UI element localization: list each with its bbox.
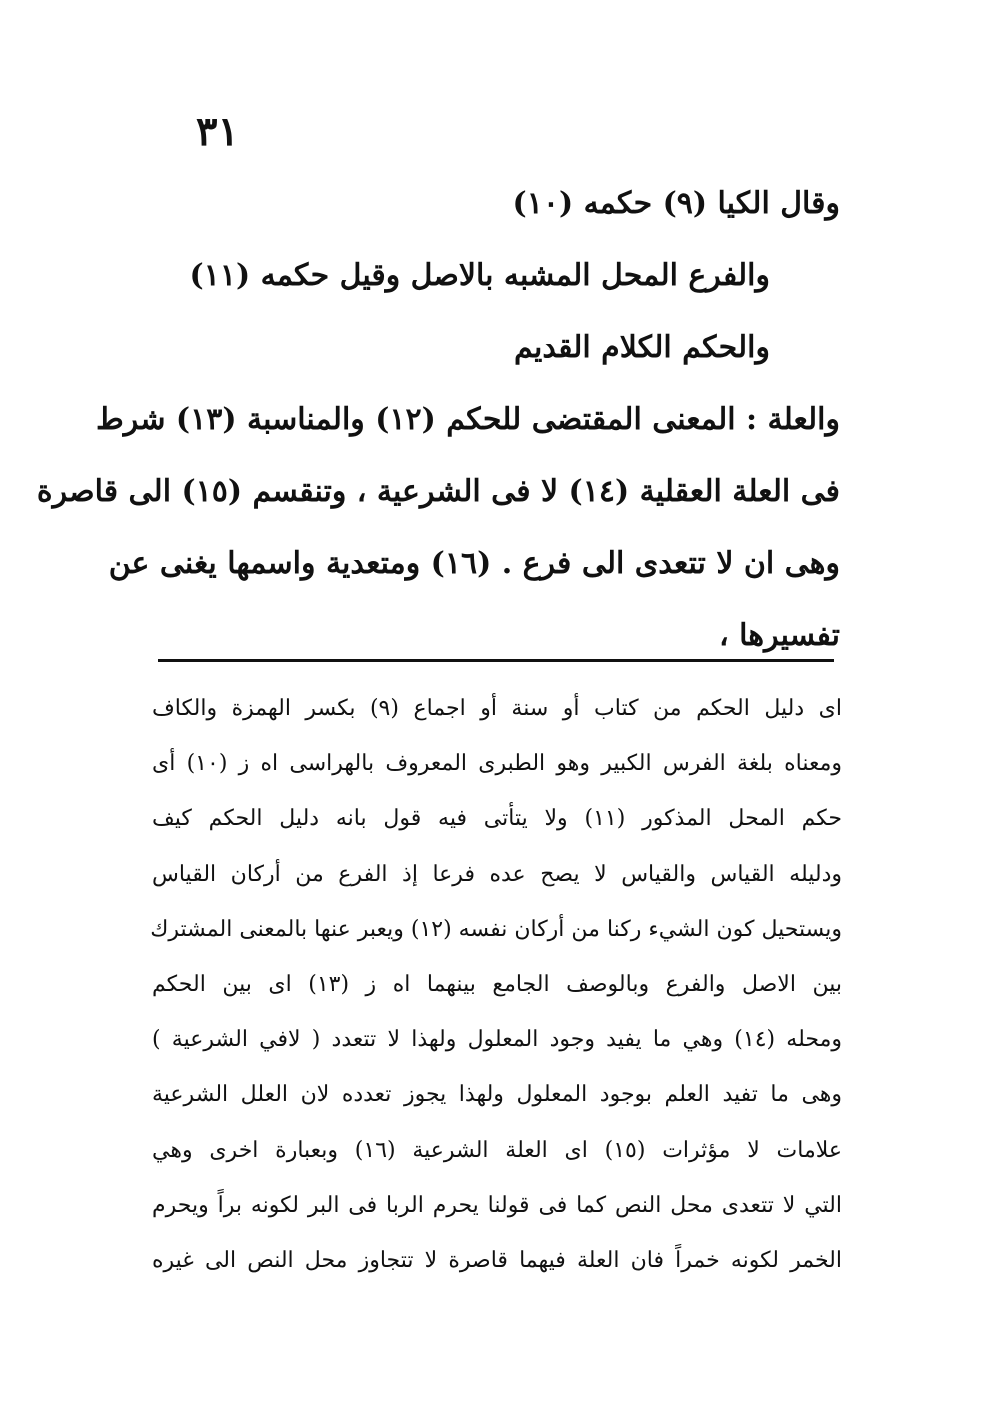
footnote-line: ويستحيل كون الشيء ركنا من أركان نفسه (١٢) ويعبر عنها بالمعنى المشترك [150,916,842,942]
main-line: والحكم الكلام القديم [514,330,770,365]
footnote-line: ومعناه بلغة الفرس الكبير وهو الطبرى المعروف بالهراسى اه ز (١٠) أى [152,751,842,777]
main-line: فى العلة العقلية (١٤) لا فى الشرعية ، وتنقسم (١٥) الى قاصرة [36,474,840,509]
footnote-line: حكم المحل المذكور (١١) ولا يتأتى فيه قول بانه دليل الحكم كيف [152,806,842,832]
footnotes [152,681,842,1288]
footnote-separator [158,659,834,662]
main-line: تفسيرها ، [719,618,840,653]
footnote-line: ومحله (١٤) وهي ما يفيد وجود المعلول ولهذا لا تتعدد ( لافي الشرعية ) [152,1027,842,1053]
main-text [36,168,840,672]
footnote-line: التي لا تتعدى محل النص كما فى قولنا يحرم الربا فى البر لكونه براً ويحرم [152,1192,842,1218]
footnote-line: وهى ما تفيد العلم بوجود المعلول ولهذا يجوز تعدده لان العلل الشرعية [152,1082,843,1108]
main-line: وهى ان لا تتعدى الى فرع . (١٦) ومتعدية واسمها يغنى عن [108,546,840,581]
footnote-line: ودليله القياس والقياس لا يصح عده فرعا إذ الفرع من أركان القياس [152,861,842,887]
footnote-line: علامات لا مؤثرات (١٥) اى العلة الشرعية (١٦) وبعبارة اخرى وهي [152,1137,842,1163]
main-line: والعلة : المعنى المقتضى للحكم (١٢) والمناسبة (١٣) شرط [96,402,840,437]
main-line: والفرع المحل المشبه بالاصل وقيل حكمه (١١) [189,258,770,293]
main-line: وقال الكيا (٩) حكمه (١٠) [512,186,840,221]
footnote-line: الخمر لكونه خمراً فان العلة فيهما قاصرة لا تتجاوز محل النص الى غيره [152,1247,842,1273]
footnote-line: اى دليل الحكم من كتاب أو سنة أو اجماع (٩) بكسر الهمزة والكاف [152,696,842,721]
page-number: ٣١ [196,108,239,155]
footnote-line: بين الاصل والفرع وبالوصف الجامع بينهما اه ز (١٣) اى بين الحكم [152,971,842,997]
